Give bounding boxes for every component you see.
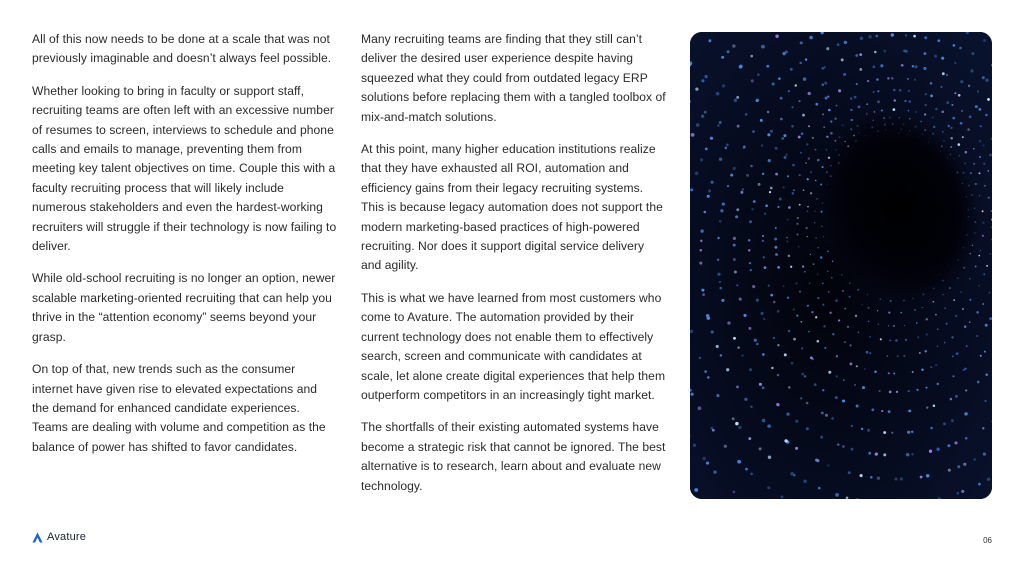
brand-name: Avature [47, 531, 87, 543]
middle-paragraph-4: The shortfalls of their existing automated systems have become a strategic risk that cannot be ignored. The best alternative is to research, learn about and evaluate new technology. [361, 420, 666, 493]
left-paragraph-1: All of this now needs to be done at a scale that was not previously imaginable and doesn’t always feel possible. [32, 32, 332, 66]
page-number: 06 [983, 536, 992, 545]
left-paragraph-3: While old-school recruiting is no longer an option, newer scalable marketing-oriented recruiting that can help you thrive in the “attention economy” seems beyond your grasp. [32, 271, 336, 344]
left-text-column [32, 30, 337, 470]
middle-text-column [361, 30, 666, 509]
particle-tunnel-image [690, 32, 992, 499]
left-paragraph-4: On top of that, new trends such as the consumer internet have given rise to elevated expectations and the demand for enhanced candidate experiences. Teams are dealing with volume and competition as the balance of power has shifted to favor candidates. [32, 362, 326, 454]
brand-logo[interactable] [32, 531, 86, 543]
middle-paragraph-1: Many recruiting teams are finding that they still can’t deliver the desired user experience despite having squeezed what they could from outdated legacy ERP solutions before replacing them with a tangled toolbox of mix-and-match solutions. [361, 32, 666, 124]
particle-tunnel-graphic [690, 32, 992, 499]
avature-logo-icon [32, 532, 43, 543]
middle-paragraph-3: This is what we have learned from most customers who come to Avature. The automation provided by their current technology does not enable them to effectively search, screen and communicate with candidates at scale, let alone create digital experiences that help them outperform competitors in an increasingly tight market. [361, 290, 666, 402]
middle-paragraph-2: At this point, many higher education institutions realize that they have exhausted all ROI, automation and efficiency gains from their legacy recruiting systems. This is because legacy automation does not support the modern marketing-based practices of high-powered recruiting. Nor does it support digital service delivery and agility. [361, 142, 663, 273]
left-paragraph-2: Whether looking to bring in faculty or support staff, recruiting teams are often left with an excessive number of resumes to screen, interviews to schedule and phone calls and emails to manage, preventing them from meeting key talent objectives on time. Couple this with a faculty recruiting process that will likely include numerous stakeholders and even the hardest-working recruiters will struggle if their technology is now failing to deliver. [32, 83, 337, 254]
